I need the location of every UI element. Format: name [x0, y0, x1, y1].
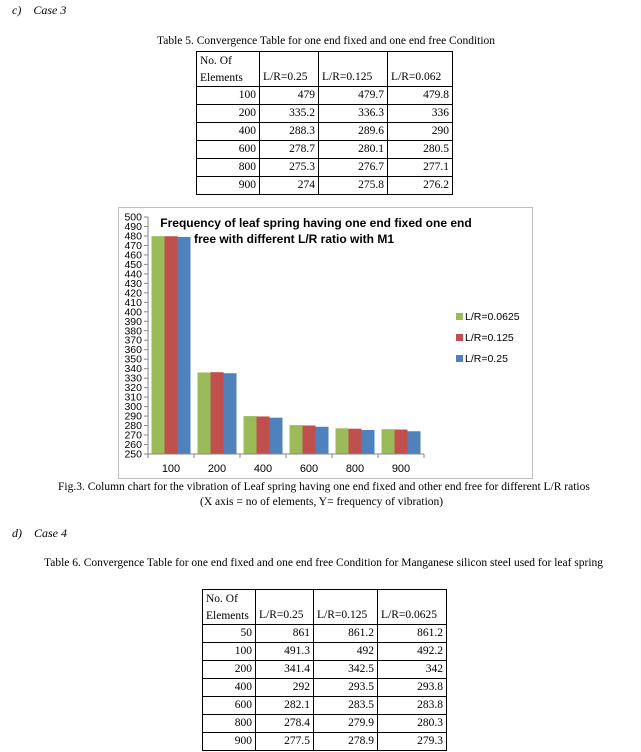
y-tick-label: 420 [124, 287, 142, 300]
bar [336, 428, 349, 454]
bar [408, 431, 421, 454]
elements-cell: 100 [203, 643, 256, 661]
y-tick-label: 440 [124, 268, 142, 281]
table5-body [197, 87, 453, 195]
table6 [202, 589, 447, 751]
bar [290, 425, 303, 454]
y-tick-label: 430 [124, 277, 142, 290]
y-tick-label: 350 [124, 353, 142, 366]
table-row [203, 697, 447, 715]
x-tick-label: 900 [391, 463, 411, 475]
table-row [203, 679, 447, 697]
bar [152, 236, 165, 454]
elements-cell: 900 [203, 733, 256, 751]
table-row [197, 105, 453, 123]
table5-caption: Table 5. Convergence Table for one end fixed and one end free Condition [157, 35, 496, 47]
frequency-cell: 342 [378, 661, 447, 679]
table-row [203, 643, 447, 661]
frequency-cell: 290 [388, 123, 453, 141]
table5-header-blank [260, 52, 319, 70]
table6-header-row-1 [203, 590, 447, 608]
table5-header-blank [388, 52, 453, 70]
frequency-cell: 274 [260, 177, 319, 195]
frequency-cell: 479 [260, 87, 319, 105]
table5 [196, 51, 453, 195]
frequency-cell: 278.9 [314, 733, 378, 751]
y-tick-label: 500 [124, 211, 142, 224]
y-tick-label: 260 [124, 439, 142, 452]
bar [303, 425, 316, 454]
frequency-cell: 283.5 [314, 697, 378, 715]
frequency-cell: 276.2 [388, 177, 453, 195]
y-tick-label: 280 [124, 420, 142, 433]
elements-cell: 600 [203, 697, 256, 715]
x-tick-label: 800 [345, 463, 365, 475]
y-tick-label: 390 [124, 315, 142, 328]
table6-header-cell: Elements [203, 607, 256, 625]
bar [395, 430, 408, 454]
legend-swatch [456, 313, 463, 320]
case4-heading [12, 526, 67, 541]
table-row [197, 159, 453, 177]
y-tick-label: 300 [124, 401, 142, 414]
case3-title: Case 3 [33, 3, 67, 17]
frequency-cell: 479.8 [388, 87, 453, 105]
bar [349, 429, 362, 454]
case3-label: c) [12, 3, 22, 17]
frequency-cell: 276.7 [319, 159, 388, 177]
frequency-cell: 342.5 [314, 661, 378, 679]
table5-header-row-2 [197, 69, 453, 87]
legend-label: L/R=0.0625 [465, 311, 520, 323]
bar [362, 430, 375, 454]
table6-header-cell: L/R=0.125 [314, 607, 378, 625]
frequency-cell: 278.4 [256, 715, 314, 733]
table6-header-blank [314, 590, 378, 608]
table-row [197, 177, 453, 195]
fig3-caption-line-1: Fig.3. Column chart for the vibration of Leaf spring having one end fixed and other end free for different L/R ratios [58, 481, 590, 493]
frequency-cell: 279.3 [378, 733, 447, 751]
legend-label: L/R=0.25 [465, 353, 508, 365]
y-tick-label: 330 [124, 372, 142, 385]
fig3-caption-line-2: (X axis = no of elements, Y= frequency of vibration) [200, 496, 444, 508]
bar [316, 427, 329, 454]
elements-cell: 100 [197, 87, 260, 105]
frequency-cell: 336.3 [319, 105, 388, 123]
table6-header-cell: L/R=0.25 [256, 607, 314, 625]
y-tick-label: 250 [124, 448, 142, 461]
bar [211, 372, 224, 454]
y-tick-label: 360 [124, 344, 142, 357]
legend-swatch [456, 334, 463, 341]
frequency-cell: 280.1 [319, 141, 388, 159]
frequency-cell: 336 [388, 105, 453, 123]
y-tick-label: 270 [124, 429, 142, 442]
bar [224, 373, 237, 454]
frequency-cell: 293.5 [314, 679, 378, 697]
table6-caption: Table 6. Convergence Table for one end fixed and one end free Condition for Manganese silicon steel used for leaf spring [44, 557, 604, 569]
frequency-cell: 277.1 [388, 159, 453, 177]
y-tick-label: 490 [124, 220, 142, 233]
frequency-cell: 288.3 [260, 123, 319, 141]
table6-header-row-2 [203, 607, 447, 625]
table5-header-cell: No. Of [197, 52, 260, 70]
bar [257, 416, 270, 454]
elements-cell: 900 [197, 177, 260, 195]
table-row [197, 87, 453, 105]
y-tick-label: 410 [124, 296, 142, 309]
frequency-cell: 492 [314, 643, 378, 661]
case4-title: Case 4 [34, 526, 67, 540]
legend-label: L/R=0.125 [465, 332, 514, 344]
y-tick-label: 450 [124, 258, 142, 271]
y-tick-label: 400 [124, 306, 142, 319]
frequency-cell: 283.8 [378, 697, 447, 715]
frequency-cell: 861.2 [378, 625, 447, 643]
bar [198, 372, 211, 454]
bar [382, 429, 395, 454]
y-tick-label: 290 [124, 410, 142, 423]
table5-header-cell: Elements [197, 69, 260, 87]
table6-header-cell: No. Of [203, 590, 256, 608]
frequency-cell: 491.3 [256, 643, 314, 661]
frequency-cell: 275.3 [260, 159, 319, 177]
table-row [203, 733, 447, 751]
legend-swatch [456, 355, 463, 362]
elements-cell: 800 [203, 715, 256, 733]
frequency-cell: 861.2 [314, 625, 378, 643]
table5-header-blank [319, 52, 388, 70]
y-tick-label: 340 [124, 363, 142, 376]
frequency-cell: 335.2 [260, 105, 319, 123]
y-tick-label: 310 [124, 391, 142, 404]
x-tick-label: 100 [161, 463, 181, 475]
elements-cell: 200 [197, 105, 260, 123]
table6-header-blank [378, 590, 447, 608]
y-tick-label: 320 [124, 382, 142, 395]
chart-title-line-2: free with different L/R ratio with M1 [193, 232, 395, 246]
elements-cell: 800 [197, 159, 260, 177]
elements-cell: 400 [197, 123, 260, 141]
table5-header-row-1 [197, 52, 453, 70]
frequency-cell: 282.1 [256, 697, 314, 715]
case3-heading [12, 3, 66, 18]
bar [244, 416, 257, 454]
elements-cell: 600 [197, 141, 260, 159]
table6-body [203, 625, 447, 751]
frequency-cell: 292 [256, 679, 314, 697]
case4-label: d) [12, 526, 22, 540]
bar [270, 418, 283, 454]
y-tick-label: 370 [124, 334, 142, 347]
table5-header-cell: L/R=0.062 [388, 69, 453, 87]
frequency-cell: 279.9 [314, 715, 378, 733]
frequency-cell: 492.2 [378, 643, 447, 661]
y-tick-label: 470 [124, 239, 142, 252]
x-tick-label: 400 [253, 463, 273, 475]
table-row [203, 625, 447, 643]
frequency-cell: 280.5 [388, 141, 453, 159]
table-row [197, 141, 453, 159]
table-row [203, 661, 447, 679]
table5-header-cell: L/R=0.25 [260, 69, 319, 87]
frequency-cell: 275.8 [319, 177, 388, 195]
frequency-cell: 277.5 [256, 733, 314, 751]
y-tick-label: 460 [124, 249, 142, 262]
frequency-cell: 861 [256, 625, 314, 643]
x-tick-label: 600 [299, 463, 319, 475]
frequency-cell: 293.8 [378, 679, 447, 697]
table5-header-cell: L/R=0.125 [319, 69, 388, 87]
table-row [203, 715, 447, 733]
frequency-cell: 289.6 [319, 123, 388, 141]
bar [165, 236, 178, 454]
elements-cell: 400 [203, 679, 256, 697]
y-tick-label: 380 [124, 325, 142, 338]
chart-title-line-1: Frequency of leaf spring having one end fixed one end [160, 216, 472, 230]
frequency-cell: 341.4 [256, 661, 314, 679]
frequency-cell: 280.3 [378, 715, 447, 733]
bar [178, 237, 191, 454]
fig3-chart [118, 207, 533, 479]
elements-cell: 50 [203, 625, 256, 643]
frequency-cell: 278.7 [260, 141, 319, 159]
y-tick-label: 480 [124, 230, 142, 243]
table6-header-cell: L/R=0.0625 [378, 607, 447, 625]
x-tick-label: 200 [207, 463, 227, 475]
table6-header-blank [256, 590, 314, 608]
elements-cell: 200 [203, 661, 256, 679]
frequency-cell: 479.7 [319, 87, 388, 105]
table-row [197, 123, 453, 141]
